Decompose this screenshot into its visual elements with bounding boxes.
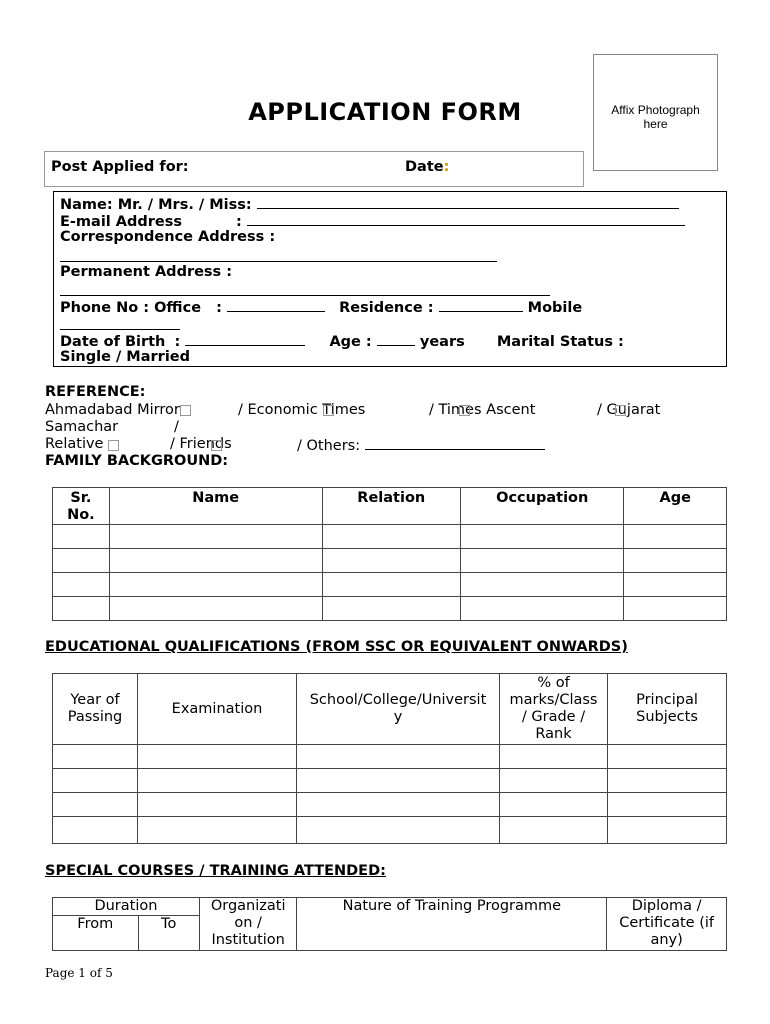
residence-label: Residence : <box>339 300 434 316</box>
marital-options[interactable]: Single / Married <box>60 349 191 365</box>
photo-label-line1: Affix Photograph <box>611 103 700 117</box>
post-applied-box[interactable] <box>44 151 584 187</box>
dob-row[interactable]: Date of Birth : Age : years Marital Status : <box>60 334 624 350</box>
email-field[interactable] <box>247 212 685 226</box>
mobile-label: Mobile <box>527 300 583 316</box>
col-sr-no: Sr. No. <box>53 488 110 525</box>
table-row[interactable] <box>53 817 727 844</box>
col-age: Age <box>624 488 727 525</box>
age-field[interactable] <box>377 332 415 346</box>
years-label: years <box>419 334 465 350</box>
col-year-of-passing: Year of Passing <box>53 674 138 745</box>
post-applied-label: Post Applied for: <box>51 159 189 175</box>
ref-relative: Relative <box>45 436 104 452</box>
reference-row-1 <box>45 402 180 419</box>
personal-info-box <box>53 191 727 367</box>
phone-office-field[interactable] <box>227 298 325 312</box>
col-examination: Examination <box>138 674 297 745</box>
correspondence-label: Correspondence Address : <box>60 229 276 245</box>
ref-economic-times: / Economic Times <box>238 402 366 418</box>
email-row[interactable]: E-mail Address : <box>60 212 685 231</box>
training-table <box>52 897 727 951</box>
ref-relative-checkbox[interactable] <box>108 440 119 451</box>
col-principal-subjects: Principal Subjects <box>608 674 727 745</box>
table-header-row <box>53 488 727 525</box>
ref-others-label: / Others: <box>297 438 361 454</box>
ref-times-ascent: / Times Ascent <box>429 402 536 418</box>
col-duration: Duration <box>53 898 200 916</box>
col-name: Name <box>109 488 322 525</box>
col-occupation: Occupation <box>461 488 624 525</box>
ref-slash: / <box>174 419 179 435</box>
ref-gujarat-checkbox[interactable] <box>615 405 626 416</box>
table-row[interactable] <box>53 769 727 793</box>
photo-label-line2: here <box>643 117 668 131</box>
page-title: APPLICATION FORM <box>248 98 522 126</box>
training-heading: SPECIAL COURSES / TRAINING ATTENDED: <box>45 863 386 879</box>
education-heading: EDUCATIONAL QUALIFICATIONS (FROM SSC OR EQUIVALENT ONWARDS) <box>45 639 628 655</box>
permanent-address-label: Permanent Address : <box>60 264 233 280</box>
ref-ahmedabad-mirror: Ahmadabad Mirror <box>45 402 180 418</box>
table-row[interactable] <box>53 549 727 573</box>
table-row[interactable] <box>53 793 727 817</box>
ref-friends: / Friends <box>170 436 232 452</box>
education-table <box>52 673 727 844</box>
table-row[interactable] <box>53 573 727 597</box>
ref-ahmedabad-mirror-checkbox[interactable] <box>180 405 191 416</box>
col-marks: % of marks/Class / Grade / Rank <box>500 674 608 745</box>
family-table <box>52 487 727 621</box>
ref-gujarat: / Gujarat <box>597 402 661 418</box>
col-relation: Relation <box>322 488 460 525</box>
page-number: Page 1 of 5 <box>45 966 113 980</box>
col-from: From <box>53 916 139 951</box>
reference-heading: REFERENCE: <box>45 384 146 400</box>
email-label: E-mail Address <box>60 214 183 230</box>
ref-others-field[interactable] <box>365 436 545 450</box>
phone-office-label: Phone No : Office <box>60 300 202 316</box>
col-diploma-certificate: Diploma / Certificate (if any) <box>607 898 727 951</box>
ref-economic-times-checkbox[interactable] <box>323 405 334 416</box>
ref-samachar: Samachar <box>45 419 119 435</box>
ref-friends-checkbox[interactable] <box>211 440 222 451</box>
phone-row[interactable]: Phone No : Office : Residence : Mobile <box>60 300 583 316</box>
dob-field[interactable] <box>185 332 305 346</box>
table-row[interactable] <box>53 525 727 549</box>
family-heading: FAMILY BACKGROUND: <box>45 453 229 469</box>
table-row[interactable] <box>53 597 727 621</box>
table-header-row <box>53 674 727 745</box>
col-nature-of-training: Nature of Training Programme <box>297 898 607 951</box>
col-school: School/College/Universit y <box>297 674 500 745</box>
dob-label: Date of Birth <box>60 334 166 350</box>
ref-times-ascent-checkbox[interactable] <box>459 405 470 416</box>
age-label: Age : <box>329 334 372 350</box>
name-label: Name: Mr. / Mrs. / Miss: <box>60 197 252 213</box>
name-field[interactable] <box>257 195 679 209</box>
ref-others-row[interactable] <box>297 436 545 455</box>
date-label: Date: <box>405 159 450 175</box>
col-organization: Organizati on / Institution <box>199 898 297 951</box>
phone-residence-field[interactable] <box>439 298 523 312</box>
col-to: To <box>138 916 199 951</box>
marital-status-label: Marital Status : <box>496 334 624 350</box>
table-row[interactable] <box>53 745 727 769</box>
